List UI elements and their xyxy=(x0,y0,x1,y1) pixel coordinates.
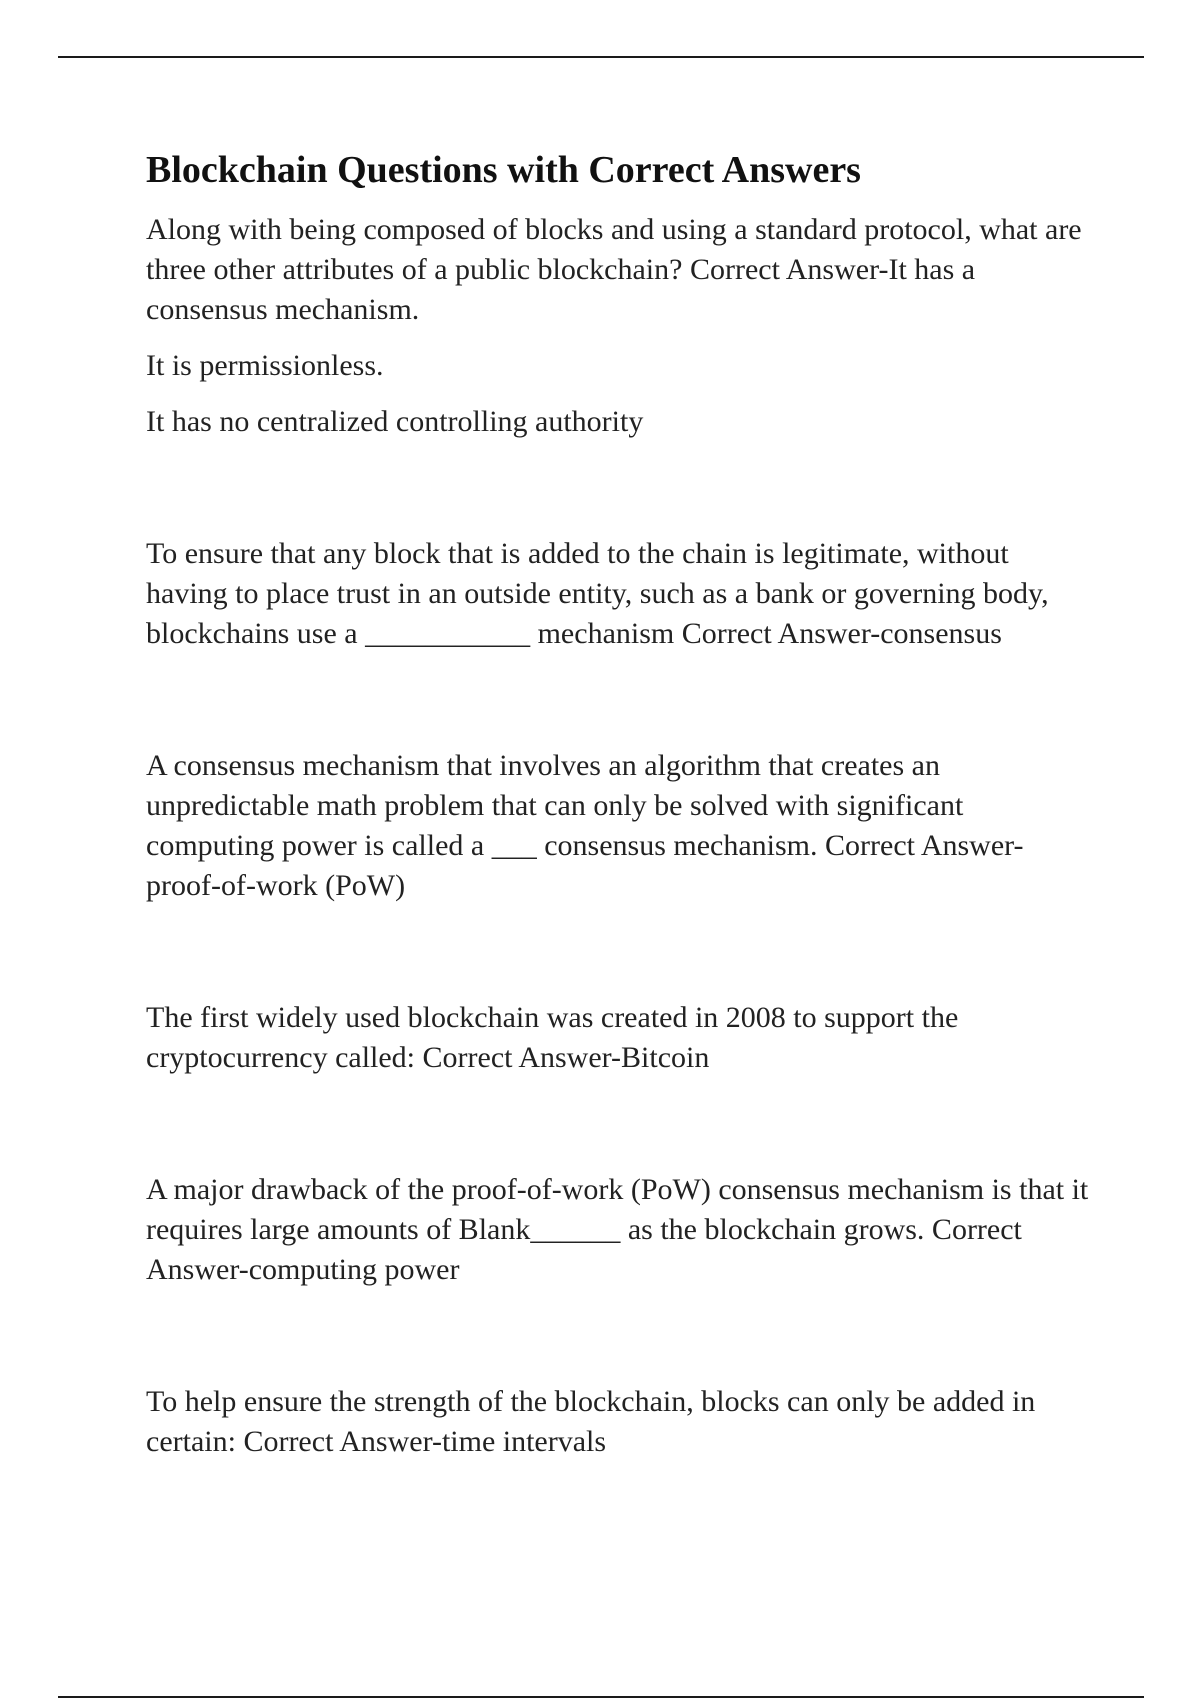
top-divider xyxy=(58,56,1144,58)
question-6: To help ensure the strength of the blockchain, blocks can only be added in certain: Correct Answer-time intervals xyxy=(146,1385,1036,1458)
bottom-divider xyxy=(58,1696,1144,1698)
question-5: A major drawback of the proof-of-work (PoW) consensus mechanism is that it requires large amounts of Blank______ as the blockchain grows. Correct Answer-computing power xyxy=(146,1173,1089,1286)
answer-line-no-authority: It has no centralized controlling authority xyxy=(146,405,644,438)
answer-line-permissionless: It is permissionless. xyxy=(146,349,384,382)
question-3: A consensus mechanism that involves an algorithm that creates an unpredictable math problem that can only be solved with significant computing power is called a ___ consensus mechanism. Correct Answer-proof-of-work (PoW) xyxy=(146,749,1024,902)
question-4: The first widely used blockchain was created in 2008 to support the cryptocurrency called: Correct Answer-Bitcoin xyxy=(146,1001,959,1074)
question-2: To ensure that any block that is added to the chain is legitimate, without having to place trust in an outside entity, such as a bank or governing body, blockchains use a ___________ mechanism Correct Answer-consensus xyxy=(146,537,1049,650)
document-body xyxy=(146,140,1096,1462)
question-1: Along with being composed of blocks and using a standard protocol, what are three other attributes of a public blockchain? Correct Answer-It has a consensus mechanism. xyxy=(146,213,1082,326)
page-title: Blockchain Questions with Correct Answers xyxy=(146,149,861,191)
